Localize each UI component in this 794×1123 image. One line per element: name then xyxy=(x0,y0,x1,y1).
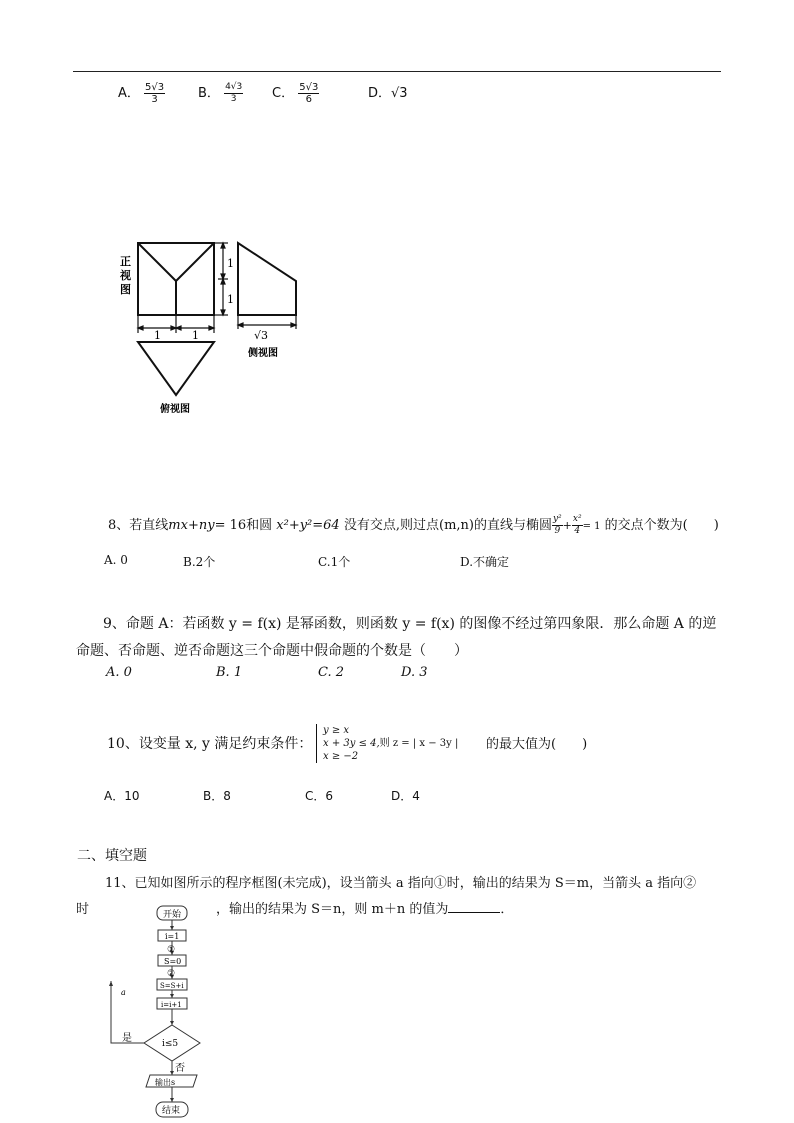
section-title: 二、填空题 xyxy=(77,848,147,864)
dim-label-sqrt3: √3 xyxy=(254,329,269,342)
q10-suffix: 的最大值为( ) xyxy=(486,737,588,752)
q8-option-a: A. 0 xyxy=(104,553,128,567)
q7-option-a xyxy=(118,82,165,105)
end-text: 结束 xyxy=(162,1106,181,1116)
mark-2: ② xyxy=(167,969,176,979)
q10-objective: 则 z = | x − 3y | xyxy=(379,738,459,749)
init-i-text: i=1 xyxy=(165,932,180,941)
front-view-label-2: 视 xyxy=(120,269,131,282)
constraint-2-row xyxy=(323,737,458,750)
q7-option-d xyxy=(368,82,408,101)
q7-option-c xyxy=(272,82,319,105)
q11-line-1: 11、已知如图所示的程序框图(未完成)，设当箭头 a 指向①时，输出的结果为 S＝m，当箭头 a 指向② xyxy=(105,876,697,891)
q9-option-d: D. 3 xyxy=(401,665,428,680)
q8-option-d: D.不确定 xyxy=(460,555,510,569)
update-s-text: S=S+i xyxy=(160,982,184,990)
q9-line-2: 命题、否命题、逆否命题这三个命题中假命题的个数是（ ） xyxy=(76,643,468,659)
q9-option-c: C. 2 xyxy=(318,665,345,680)
dim-label-1a: 1 xyxy=(227,257,234,270)
q10-option-c: C．6 xyxy=(305,789,334,803)
option-d-value: √3 xyxy=(391,86,408,101)
fraction-numerator: 5√3 xyxy=(299,82,319,93)
q7-option-b xyxy=(198,82,243,105)
q11-line-2-text: ，输出的结果为 S＝n，则 m＋n 的值为 xyxy=(216,902,449,917)
option-a-label: A． xyxy=(118,86,140,101)
fraction-denominator: 9 xyxy=(554,526,561,536)
front-view-label-3: 图 xyxy=(120,283,131,296)
answer-blank[interactable] xyxy=(448,900,500,913)
side-view-label: 侧视图 xyxy=(248,348,278,359)
top-rule xyxy=(73,71,721,72)
init-s-text: S=0 xyxy=(164,957,182,966)
q11-line-2-start: 时 xyxy=(76,902,90,917)
option-b-label: B． xyxy=(198,86,220,101)
front-view-label-1: 正 xyxy=(120,255,131,268)
q11-line-2-end: ． xyxy=(500,902,514,917)
option-a-fraction xyxy=(144,82,165,105)
side-width-dimension xyxy=(238,315,296,329)
q8-option-c: C.1个 xyxy=(318,555,351,569)
fraction-denominator: 4 xyxy=(574,526,581,536)
constraint-3: x ≥ −2 xyxy=(323,751,359,762)
q8-stem xyxy=(108,514,719,537)
q8-ellipse-frac-1 xyxy=(552,514,563,537)
yes-label: 是 xyxy=(122,1033,132,1044)
three-view-figure xyxy=(110,235,310,420)
q9-line-1: 9、命题 A：若函数 y = f(x) 是幂函数，则函数 y = f(x) 的图像不经过第四象限．那么命题 A 的逆 xyxy=(103,616,717,632)
q8-ellipse-frac-2 xyxy=(572,514,583,537)
q8-eq-one: = 1 xyxy=(582,521,601,532)
q10-option-d: D．4 xyxy=(391,789,420,803)
option-b-fraction xyxy=(224,82,243,105)
fraction-denominator: 6 xyxy=(305,94,312,105)
dim-label-1b: 1 xyxy=(227,293,234,306)
q11-line-2-rest xyxy=(216,898,513,917)
fraction-numerator: y² xyxy=(552,514,562,524)
output-text: 输出s xyxy=(155,1078,176,1087)
program-flowchart xyxy=(105,903,215,1121)
arrow-a-label: a xyxy=(121,988,126,997)
fraction-numerator: x² xyxy=(572,514,582,524)
q9-option-a: A. 0 xyxy=(106,665,132,680)
q8-option-b: B.2个 xyxy=(183,555,216,569)
fraction-denominator: 3 xyxy=(151,94,158,105)
constraint-1: y ≥ x xyxy=(323,725,350,736)
option-c-label: C． xyxy=(272,86,295,101)
side-view xyxy=(238,243,296,315)
q8-line-rest: = 16和圆 xyxy=(214,518,273,533)
q9-option-b: B. 1 xyxy=(216,665,243,680)
option-d-label: D． xyxy=(368,86,392,101)
width-dimension xyxy=(138,315,214,333)
front-view xyxy=(138,243,214,315)
no-label: 否 xyxy=(175,1063,185,1074)
fraction-numerator: 5√3 xyxy=(145,82,165,93)
start-text: 开始 xyxy=(163,910,182,920)
q8-middle: 没有交点,则过点(m,n)的直线与椭圆 xyxy=(343,518,552,533)
update-i-text: i=i+1 xyxy=(161,1001,182,1009)
q10-option-a: A．10 xyxy=(104,789,140,803)
q8-circle-equation: x²+y²=64 xyxy=(276,518,340,533)
dim-label-bottom-left: 1 xyxy=(154,329,161,342)
option-c-fraction xyxy=(298,82,319,105)
q8-prefix: 8、若直线 xyxy=(108,518,169,533)
q8-line-equation: mx+ny xyxy=(168,518,215,533)
mark-1: ① xyxy=(167,945,176,955)
top-view-label: 俯视图 xyxy=(160,404,190,415)
q8-suffix: 的交点个数为( ) xyxy=(604,518,719,533)
height-dimension xyxy=(214,243,228,315)
q10-option-b: B．8 xyxy=(203,789,231,803)
dim-label-bottom-right: 1 xyxy=(192,329,199,342)
constraint-brace xyxy=(316,724,458,763)
condition-text: i≤5 xyxy=(162,1039,179,1049)
fraction-denominator: 3 xyxy=(230,94,237,104)
q8-plus: + xyxy=(562,519,572,532)
constraint-2: x + 3y ≤ 4, xyxy=(323,738,380,749)
q10-prefix: 10、设变量 x, y 满足约束条件： xyxy=(107,736,313,752)
top-view xyxy=(138,342,214,395)
fraction-numerator: 4√3 xyxy=(225,82,243,92)
q10-constraint-system xyxy=(316,724,458,763)
